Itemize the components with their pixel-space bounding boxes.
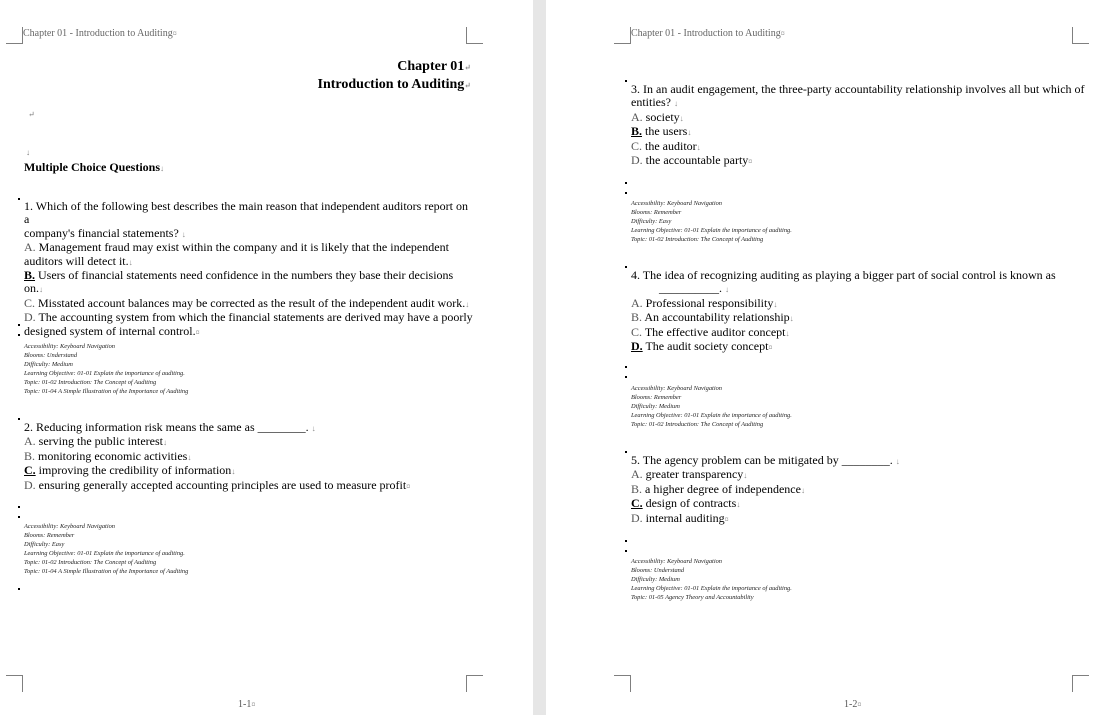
option-a: A. greater transparency↓ [631, 467, 748, 482]
question-5-metadata: Accessibility: Keyboard Navigation Blooms: Understand Difficulty: Medium Learning Objective: 01-01 Explain the importance of auditing. Topic: 01-05 Agency Theory and Accountability [631, 558, 792, 601]
page-header: Chapter 01 - Introduction to Auditing¤ [23, 28, 177, 39]
question-4: 4. The idea of recognizing auditing as playing a bigger part of social control is known as __________. ↓ A. Professional responsibility↓ B. An accountability relationship↓ C. The effective auditor concept↓ D. The audit society concept¤ [631, 269, 1086, 354]
crop-mark [6, 27, 23, 44]
paragraph-bullet [18, 418, 20, 420]
option-c: C. Misstated account balances may be corrected as the result of the independent audit work.↓ [24, 295, 470, 310]
document-page-1 [0, 0, 533, 715]
option-d: D. The audit society concept¤ [631, 339, 773, 354]
crop-mark [466, 27, 483, 44]
option-b: B. the users↓ [631, 124, 692, 139]
page-number: 1-2¤ [844, 699, 862, 710]
crop-mark [1072, 27, 1089, 44]
paragraph-bullet [18, 334, 20, 336]
paragraph-bullet [625, 366, 627, 368]
option-a: A. society↓ [631, 109, 684, 124]
chapter-heading [318, 58, 471, 94]
question-2: 2. Reducing information risk means the same as ________. ↓ A. serving the public interest↓ B. monitoring economic activities↓ C. improving the credibility of information↓ D. ensuring generally accepted accounting principles are used to measure profit¤ [24, 421, 474, 493]
chapter-number: Chapter 01↵ [397, 59, 471, 74]
paragraph-bullet [18, 324, 20, 326]
crop-mark [1072, 675, 1089, 692]
option-d: D. the accountable party¤ [631, 153, 753, 168]
document-page-2 [546, 0, 1112, 715]
option-a: A. Management fraud may exist within the company and it is likely that the independent [24, 240, 449, 255]
option-c: C. improving the credibility of information↓ [24, 463, 236, 478]
paragraph-bullet [18, 198, 20, 200]
option-d: D. The accounting system from which the financial statements are derived may have a poorly [24, 310, 473, 325]
option-c: C. design of contracts↓ [631, 496, 741, 511]
crop-mark [466, 675, 483, 692]
option-a: A. Professional responsibility↓ [631, 295, 778, 310]
paragraph-bullet [18, 588, 20, 590]
question-1-metadata: Accessibility: Keyboard Navigation Blooms: Understand Difficulty: Medium Learning Objective: 01-01 Explain the importance of auditing. Topic: 01-02 Introduction: The Concept of Auditing Topic: 01-04 A Simple Illustration of the Importance of Auditing [24, 343, 189, 395]
paragraph-bullet [625, 376, 627, 378]
crop-mark [614, 27, 631, 44]
question-3: 3. In an audit engagement, the three-party accountability relationship involves all but which of entities? ↓ A. society↓ B. the users↓ C. the auditor↓ D. the accountable party¤ [631, 82, 1085, 168]
option-b: B. An accountability relationship↓ [631, 310, 794, 325]
option-d: D. ensuring generally accepted accounting principles are used to measure profit¤ [24, 477, 411, 492]
paragraph-bullet [625, 550, 627, 552]
page-header: Chapter 01 - Introduction to Auditing¤ [631, 28, 785, 39]
option-b: B. a higher degree of independence↓ [631, 481, 805, 496]
section-heading: Multiple Choice Questions↓ [24, 160, 165, 174]
crop-mark [614, 675, 631, 692]
question-2-metadata: Accessibility: Keyboard Navigation Blooms: Remember Difficulty: Easy Learning Objective: 01-01 Explain the importance of auditing. Topic: 01-02 Introduction: The Concept of Auditing Topic: 01-04 A Simple Illustration of the Importance of Auditing [24, 523, 189, 575]
paragraph-bullet [625, 266, 627, 268]
option-d: D. internal auditing¤ [631, 510, 729, 525]
paragraph-bullet [625, 540, 627, 542]
empty-paragraph-mark: ↵ [28, 110, 35, 119]
linebreak-mark: ↓ [26, 148, 30, 157]
paragraph-bullet [18, 516, 20, 518]
paragraph-bullet [625, 451, 627, 453]
chapter-title: Introduction to Auditing↵ [317, 77, 471, 92]
option-c: C. The effective auditor concept↓ [631, 324, 790, 339]
option-b: B. Users of financial statements need confidence in the numbers they base their decisions on.↓ [24, 268, 454, 296]
paragraph-bullet [625, 80, 627, 82]
paragraph-bullet [18, 506, 20, 508]
option-a: A. serving the public interest↓ [24, 434, 167, 449]
paragraph-bullet [625, 182, 627, 184]
question-1: 1. Which of the following best describes the main reason that independent auditors report on a company's financial statements? ↓ A. Management fraud may exist within the company and it is likely that the independent auditors will detect it.↓ B. Users of financial statements need confidence in the numbers they base their decisions on.↓ C. Misstated account balances may be corrected as the result of the independent audit work.↓ D. The accounting system from which the financial statements are derived may have a poorly designed system of internal control.¤ [24, 199, 473, 338]
crop-mark [6, 675, 23, 692]
question-4-metadata: Accessibility: Keyboard Navigation Blooms: Remember Difficulty: Medium Learning Objective: 01-01 Explain the importance of auditing. Topic: 01-02 Introduction: The Concept of Auditing [631, 385, 792, 428]
question-3-metadata: Accessibility: Keyboard Navigation Blooms: Remember Difficulty: Easy Learning Objective: 01-01 Explain the importance of auditing. Topic: 01-02 Introduction: The Concept of Auditing [631, 200, 792, 243]
option-c: C. the auditor↓ [631, 138, 701, 153]
option-b: B. monitoring economic activities↓ [24, 448, 192, 463]
paragraph-bullet [625, 192, 627, 194]
question-5: 5. The agency problem can be mitigated by ________. ↓ A. greater transparency↓ B. a higher degree of independence↓ C. design of contracts↓ D. internal auditing¤ [631, 454, 1086, 526]
page-number: 1-1¤ [238, 699, 256, 710]
